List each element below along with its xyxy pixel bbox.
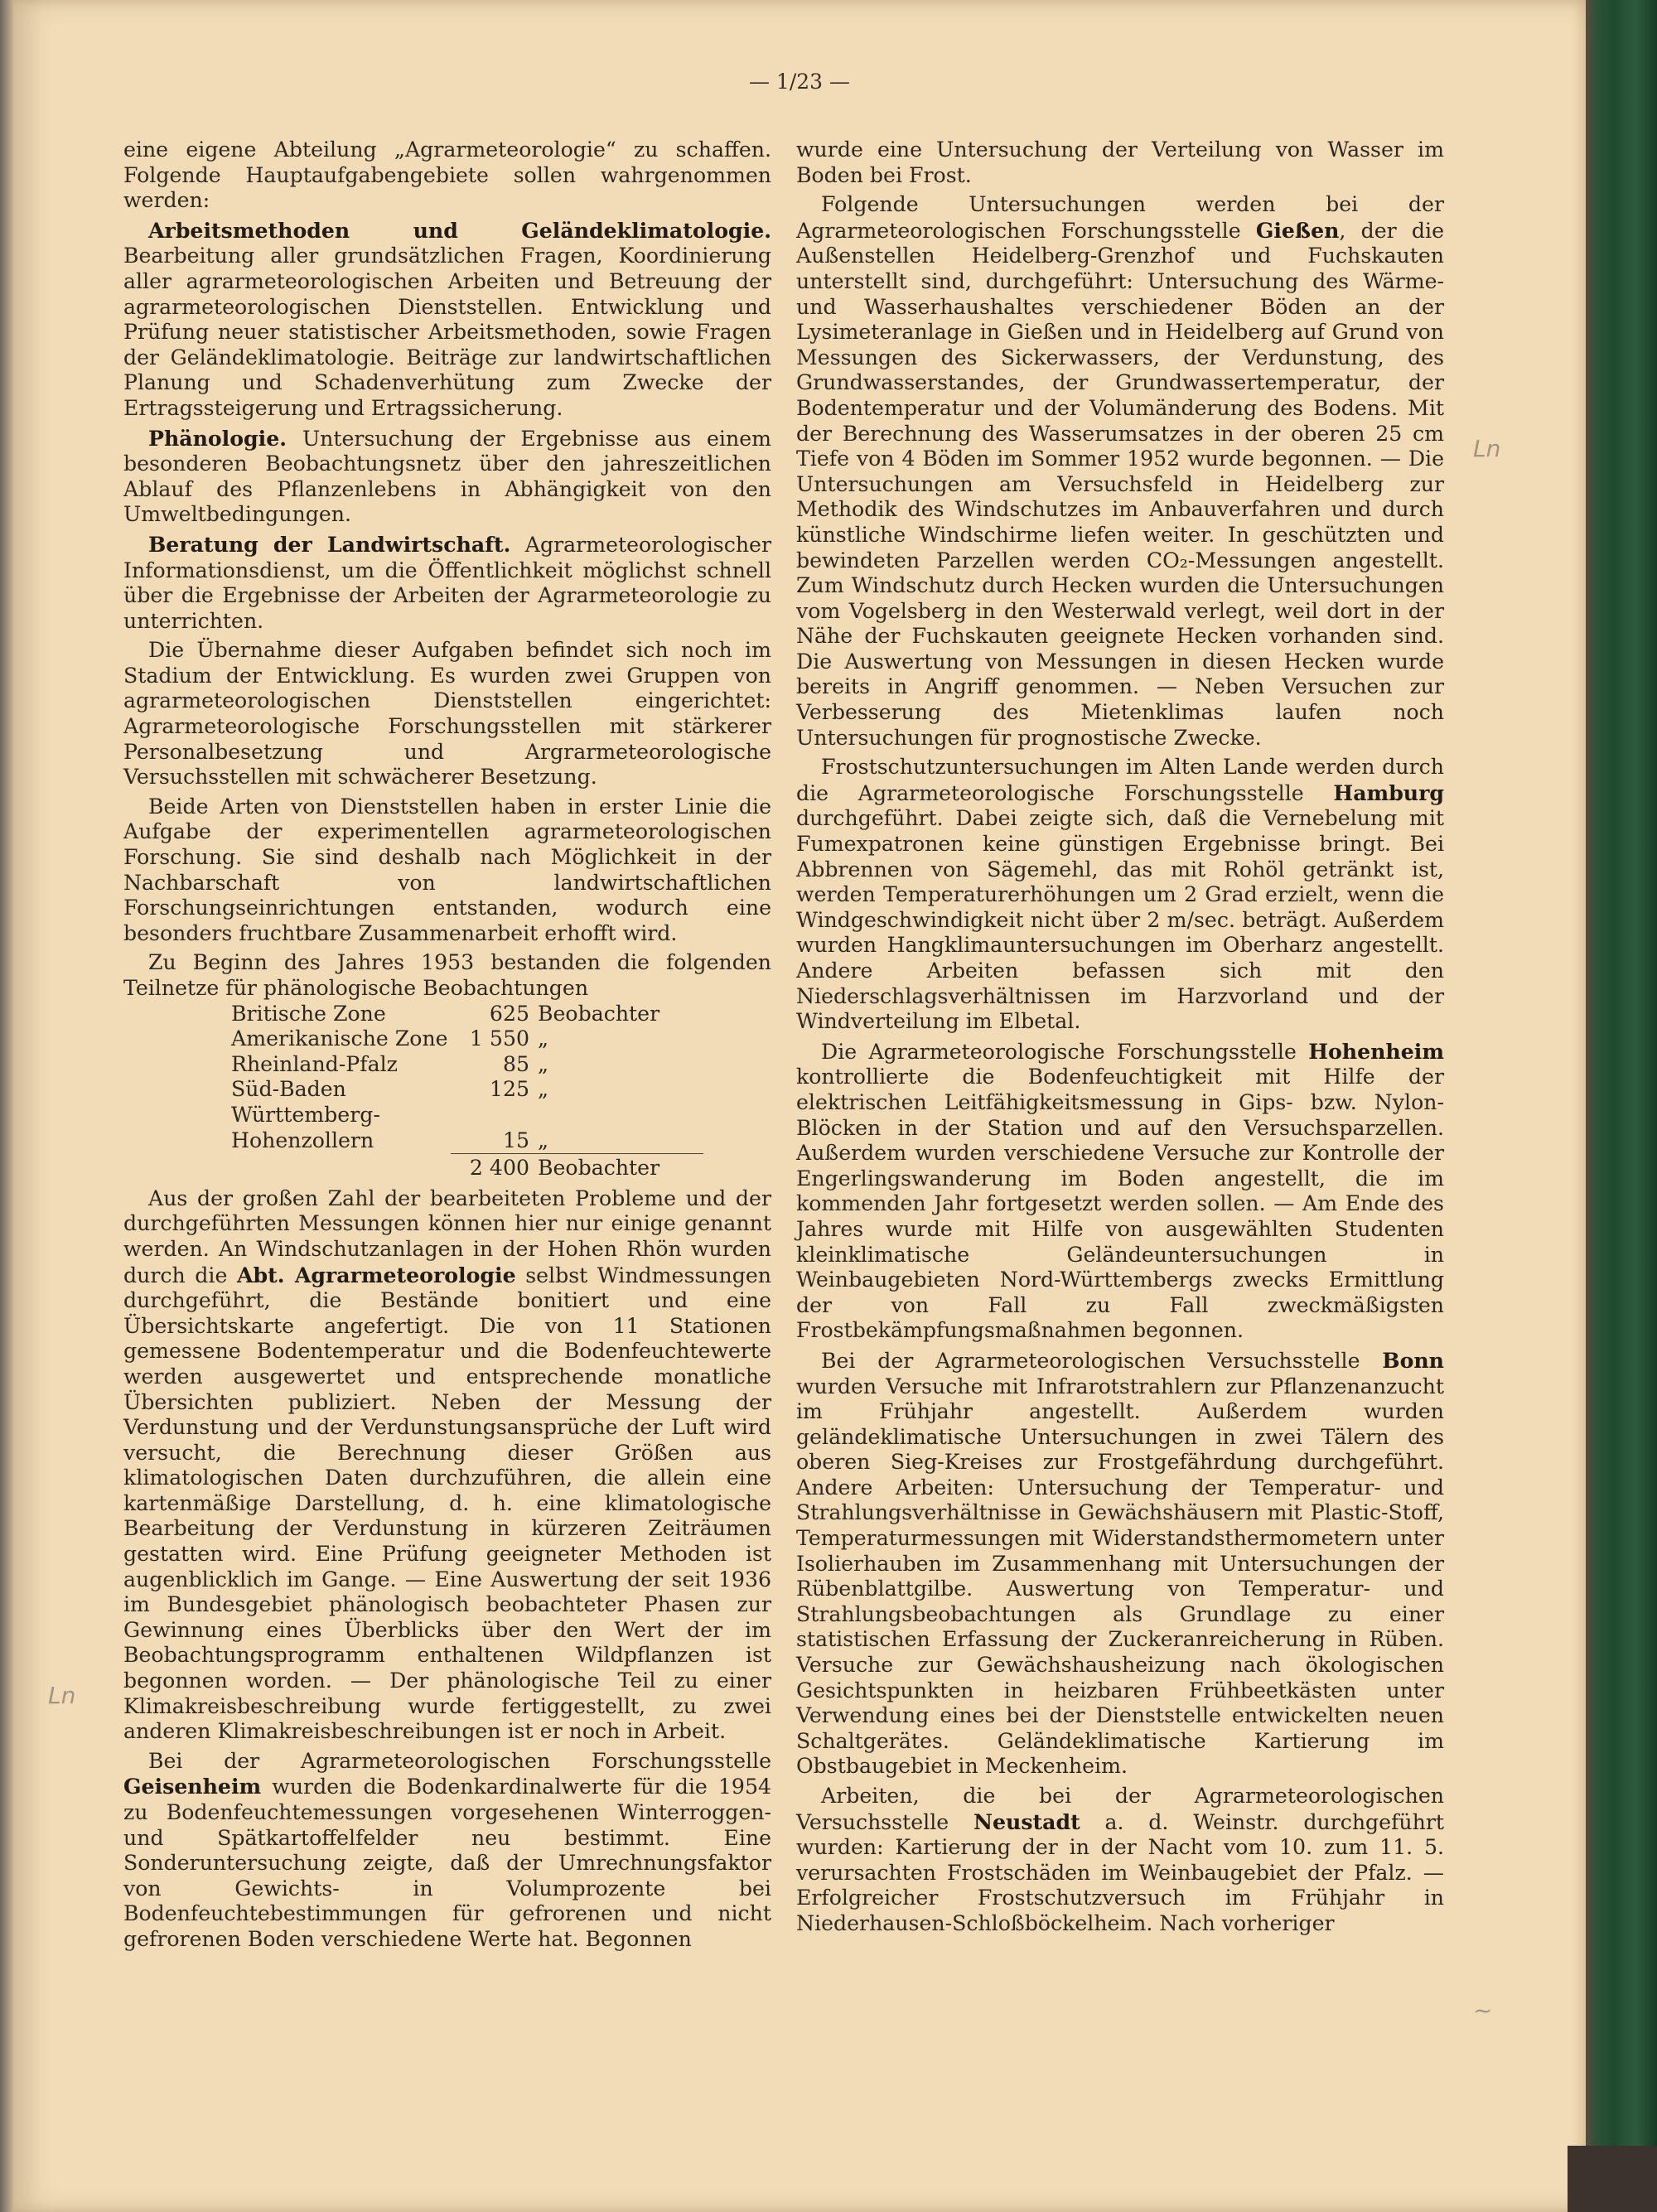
paragraph <box>796 192 1444 751</box>
paragraph: Die Übernahme dieser Aufgaben befindet sich noch im Stadium der Entwicklung. Es wurden zwei Gruppen von agrarmeteorologischen Dienststellen eingerichtet: Agrarmeteorologische Forschungsstellen mit stärkerer Personalbesetzung und Argrarmeteorologische Versuchsstellen mit schwächerer Besetzung. <box>123 638 771 790</box>
paragraph-text: Untersuchung der Ergebnisse aus einem besonderen Beobachtungsnetz über den jahreszeitlichen Ablauf des Pflanzenlebens in Abhängigkeit von den Umweltbedingungen. <box>123 426 771 527</box>
table-row <box>231 1077 703 1103</box>
paragraph-text: Bei der Agrarmeteorologischen Forschungsstelle <box>148 1748 771 1773</box>
left-column <box>123 138 771 1957</box>
table-cell-unit <box>538 1103 703 1128</box>
document-page <box>13 0 1586 2212</box>
paragraph-text: Aus der großen Zahl der bearbeiteten Probleme und der durchgeführten Messungen können hier nur einige genannt werden. An Windschutzanlagen in der Hohen Rhön wurden durch die <box>123 1186 771 1287</box>
paragraph <box>796 1784 1444 1937</box>
paragraph-text: Frostschutzuntersuchungen im Alten Lande werden durch die Agrarmeteorologische Forschungsstelle <box>796 755 1444 805</box>
paragraph: Beide Arten von Dienststellen haben in erster Linie die Aufgabe der experimentellen agrarmeteorologischen Forschung. Sie sind deshalb nach Möglichkeit in der Nachbarschaft von landwirtschaftlichen Forschungseinrichtungen entstanden, wodurch eine besonders fruchtbare Zusammenarbeit erhofft wird. <box>123 794 771 945</box>
table-cell-zone: Süd-Baden <box>231 1077 346 1102</box>
table-cell-unit: Beobachter <box>538 1001 660 1026</box>
paragraph <box>123 1186 771 1745</box>
paragraph <box>796 1039 1444 1344</box>
paragraph <box>796 1348 1444 1780</box>
table-row <box>231 1103 703 1128</box>
paragraph-text: selbst Windmessungen durchgeführt, die Bestände bonitiert und eine Übersichtskarte angefertigt. Die von 11 Stationen gemessene Bodentemperatur und die Bodenfeuchtewerte werden ausgewertet und entsprechende monatliche Übersichten publiziert. Neben der Messung der Verdunstung und der Verdunstungsansprüche der Luft wird versucht, die Berechnung dieser Größen aus klimatologischen Daten durchzuführen, die allein eine kartenmäßige Darstellung, d. h. eine klimatologische Bearbeitung der Verdunstung in kürzeren Zeiträumen gestatten wird. Eine Prüfung geeigneter Methoden ist augenblicklich im Gange. — Eine Auswertung der seit 1936 im Bundesgebiet phänologisch beobachteter Phasen zur Gewinnung eines Überblicks über den Wert der im Beobachtungsprogramm enthaltenen Wildpflanzen ist begonnen worden. — Der phänologische Teil zu einer Klimakreisbeschreibung wurde fertiggestellt, zu zwei anderen Klimakreisbeschreibungen ist er noch in Arbeit. <box>123 1263 771 1744</box>
paragraph-text: Agrarmeteorologischer Informationsdienst, um die Öffentlichkeit möglichst schnell über die Ergebnisse der Arbeiten der Agrarmeteorologie zu unterrichten. <box>123 532 771 633</box>
paragraph-text: kontrollierte die Bodenfeuchtigkeit mit Hilfe der elektrischen Leitfähigkeitsmessung in Gips- bzw. Nylon-Blöcken in der Station und auf den Versuchsparzellen. Außerdem wurden verschiedene Versuche zur Kontrolle der Engerlingswanderung im Boden angestellt, die im kommenden Jahr fortgesetzt werden sollen. — Am Ende des Jahres wurde mit Hilfe von ausgewählten Studenten kleinklimatische Geländeuntersuchungen in Weinbaugebieten Nord-Württembergs zwecks Ermittlung der von Fall zu Fall zweckmäßigsten Frostbekämpfungsmaßnahmen begonnen. <box>796 1065 1444 1343</box>
paragraph-text: a. d. Weinstr. durchgeführt wurden: Kartierung der in der Nacht vom 10. zum 11. 5. verursachten Frostschäden im Weinbaugebiet der Pfalz. — Erfolgreicher Frostschutzversuch im Frühjahr in Niederhausen-Schloßböckelheim. Nach vorheriger <box>796 1809 1445 1935</box>
paragraph-text: wurden die Bodenkardinalwerte für die 1954 zu Bodenfeuchtemessungen vorgesehenen Winterroggen- und Spätkartoffelfelder neu bestimmt. Eine Sonderuntersuchung zeigte, daß der Umrechnungsfaktor von Gewichts- in Volumprozente bei Bodenfeuchtebestimmungen für gefrorenen und nicht gefrorenen Boden verschiedene Werte hat. Begonnen <box>123 1775 771 1951</box>
paragraph <box>123 532 771 634</box>
section-heading: Phänologie. <box>148 425 287 451</box>
paragraph-text: Die Agrarmeteorologische Forschungsstelle <box>821 1039 1309 1064</box>
observer-table <box>231 1002 703 1181</box>
table-cell-count: 1 550 <box>469 1026 529 1051</box>
margin-note: ~ <box>1473 1997 1493 2024</box>
table-cell-unit: „ <box>538 1026 549 1051</box>
table-row <box>231 1002 703 1027</box>
book-cover-corner <box>1568 2146 1657 2212</box>
table-cell-zone: Württemberg- <box>231 1102 380 1127</box>
section-heading: Arbeitsmethoden und Geländeklimatologie. <box>148 217 771 243</box>
book-binding-left <box>0 0 13 2212</box>
page-number: — 1/23 — <box>748 70 851 94</box>
paragraph-text: Arbeiten, die bei der Agrarmeteorologischen Versuchsstelle <box>796 1784 1444 1834</box>
paragraph <box>123 218 771 422</box>
paragraph-text: Bearbeitung aller grundsätzlichen Fragen, Koordinierung aller agrarmeteorologischen Arbeiten und Betreuung der agrarmeteorologischen Dienststellen. Entwicklung und Prüfung neuer statistischer Arbeitsmethoden, sowie Fragen der Geländeklimatologie. Beiträge zur landwirtschaftlichen Planung und Schadenverhütung zum Zwecke der Ertragssteigerung und Ertragssicherung. <box>123 244 771 420</box>
table-cell-unit: „ <box>538 1128 549 1152</box>
total-count: 2 400 <box>451 1154 538 1181</box>
paragraph <box>796 755 1444 1035</box>
table-cell-zone: Rheinland-Pfalz <box>231 1051 398 1076</box>
table-total-row <box>231 1154 703 1181</box>
paragraph <box>123 426 771 528</box>
table-cell-count <box>451 1103 538 1128</box>
right-column <box>796 138 1444 1941</box>
paragraph-text: wurden Versuche mit Infrarotstrahlern zur Pflanzenanzucht im Frühjahr angestellt. Außerdem wurden geländeklimatische Untersuchungen in zwei Tälern des oberen Sieg-Kreises zur Frostgefährdung durchgeführt. Andere Arbeiten: Untersuchung der Temperatur- und Strahlungsverhältnisse in Gewächshäusern mit Plastic-Stoff, Temperaturmessungen mit Widerstandsthermometern unter Isolierhauben im Zusammenhang mit Untersuchungen der Rübenblattgilbe. Auswertung von Temperatur- und Strahlungsbeobachtungen als Grundlage zu einer statistischen Erfassung der Zuckeranreicherung in Rüben. Versuche zur Gewächshausheizung nach ökologischen Gesichtspunkten in heizbaren Frühbeetkästen unter Verwendung eines bei der Dienststelle entwickelten neuen Schaltgerätes. Geländeklimatische Kartierung im Obstbaugebiet in Meckenheim. <box>796 1374 1444 1779</box>
book-cover-edge <box>1586 0 1657 2212</box>
paragraph <box>123 1749 771 1953</box>
total-unit: Beobachter <box>538 1154 703 1181</box>
institution-name: Bonn <box>1382 1347 1444 1373</box>
paragraph: Zu Beginn des Jahres 1953 bestanden die folgenden Teilnetze für phänologische Beobachtungen <box>123 950 771 1000</box>
institution-name: Geisenheim <box>123 1774 262 1799</box>
table-cell-count: 85 <box>502 1051 529 1076</box>
margin-note: Ln <box>48 1682 76 1709</box>
paragraph: eine eigene Abteilung „Agrarmeteorologie“ zu schaffen. Folgende Hauptaufgabengebiete sollen wahrgenommen werden: <box>123 138 771 213</box>
paragraph-text: Bei der Agrarmeteorologischen Versuchsstelle <box>821 1348 1383 1373</box>
table-row <box>231 1026 703 1052</box>
table-cell-count: 125 <box>489 1077 529 1102</box>
institution-name: Gießen <box>1255 217 1340 243</box>
institution-name: Hohenheim <box>1308 1038 1444 1064</box>
table-cell-zone: Hohenzollern <box>231 1128 374 1152</box>
section-heading: Beratung der Landwirtschaft. <box>148 531 511 557</box>
table-cell-unit: „ <box>538 1051 549 1076</box>
paragraph-text: Folgende Untersuchungen werden bei der Agrarmeteorologischen Forschungsstelle <box>796 192 1444 243</box>
table-cell-zone: Amerikanische Zone <box>231 1026 448 1051</box>
paragraph-text: , der die Außenstellen Heidelberg-Grenzhof und Fuchskauten unterstellt sind, durchgeführt: Untersuchung des Wärme- und Wasserhaushaltes verschiedener Böden an der Lysimeteranlage in Gießen und in Heidelberg auf Grund von Messungen des Sickerwassers, der Verdunstung, des Grundwasserstandes, der Grundwassertemperatur, der Bodentemperatur und der Volumänderung des Bodens. Mit der Berechnung des Wasserumsatzes in der oberen 25 cm Tiefe von 4 Böden im Sommer 1952 wurde begonnen. — Die Untersuchungen am Versuchsfeld in Heidelberg zur Methodik des Windschutzes im Anbauverfahren und durch künstliche Windschirme liefen weiter. In geschützten und bewindeten Parzellen werden CO₂-Messungen angestellt. Zum Windschutz durch Hecken wurden die Untersuchungen vom Vogelsberg in den Westerwald verlegt, weil dort in der Nähe der Fuchskauten geeignete Hecken vorhanden sind. Die Auswertung von Messungen in diesen Hecken wurde bereits in Angriff genommen. — Neben Versuchen zur Verbesserung des Mietenklimas laufen noch Untersuchungen für prognostische Zwecke. <box>796 218 1444 750</box>
institution-name: Hamburg <box>1333 780 1444 805</box>
table-cell-count: 15 <box>502 1128 529 1152</box>
institution-name: Abt. Agrarmeteorologie <box>236 1262 516 1287</box>
table-cell-unit: „ <box>538 1077 549 1102</box>
margin-note: Ln <box>1473 435 1501 462</box>
table-row <box>231 1052 703 1078</box>
institution-name: Neustadt <box>973 1809 1080 1834</box>
paragraph: wurde eine Untersuchung der Verteilung von Wasser im Boden bei Frost. <box>796 138 1444 187</box>
paragraph-text: durchgeführt. Dabei zeigte sich, daß die Vernebelung mit Fumexpatronen keine günstigen Ergebnisse bringt. Bei Abbrennen von Sägemehl, das mit Rohöl getränkt ist, werden Temperaturerhöhungen um 2 Grad erzielt, wenn die Windgeschwindigkeit nicht über 2 m/sec. beträgt. Außerdem wurden Hangklimauntersuchungen im Oberharz angestellt. Andere Arbeiten befassen sich mit den Niederschlagsverhältnissen im Harzvorland und der Windverteilung im Elbetal. <box>796 806 1444 1034</box>
table-row <box>231 1128 703 1154</box>
table-cell-zone: Britische Zone <box>231 1001 386 1026</box>
table-cell-count: 625 <box>489 1001 529 1026</box>
